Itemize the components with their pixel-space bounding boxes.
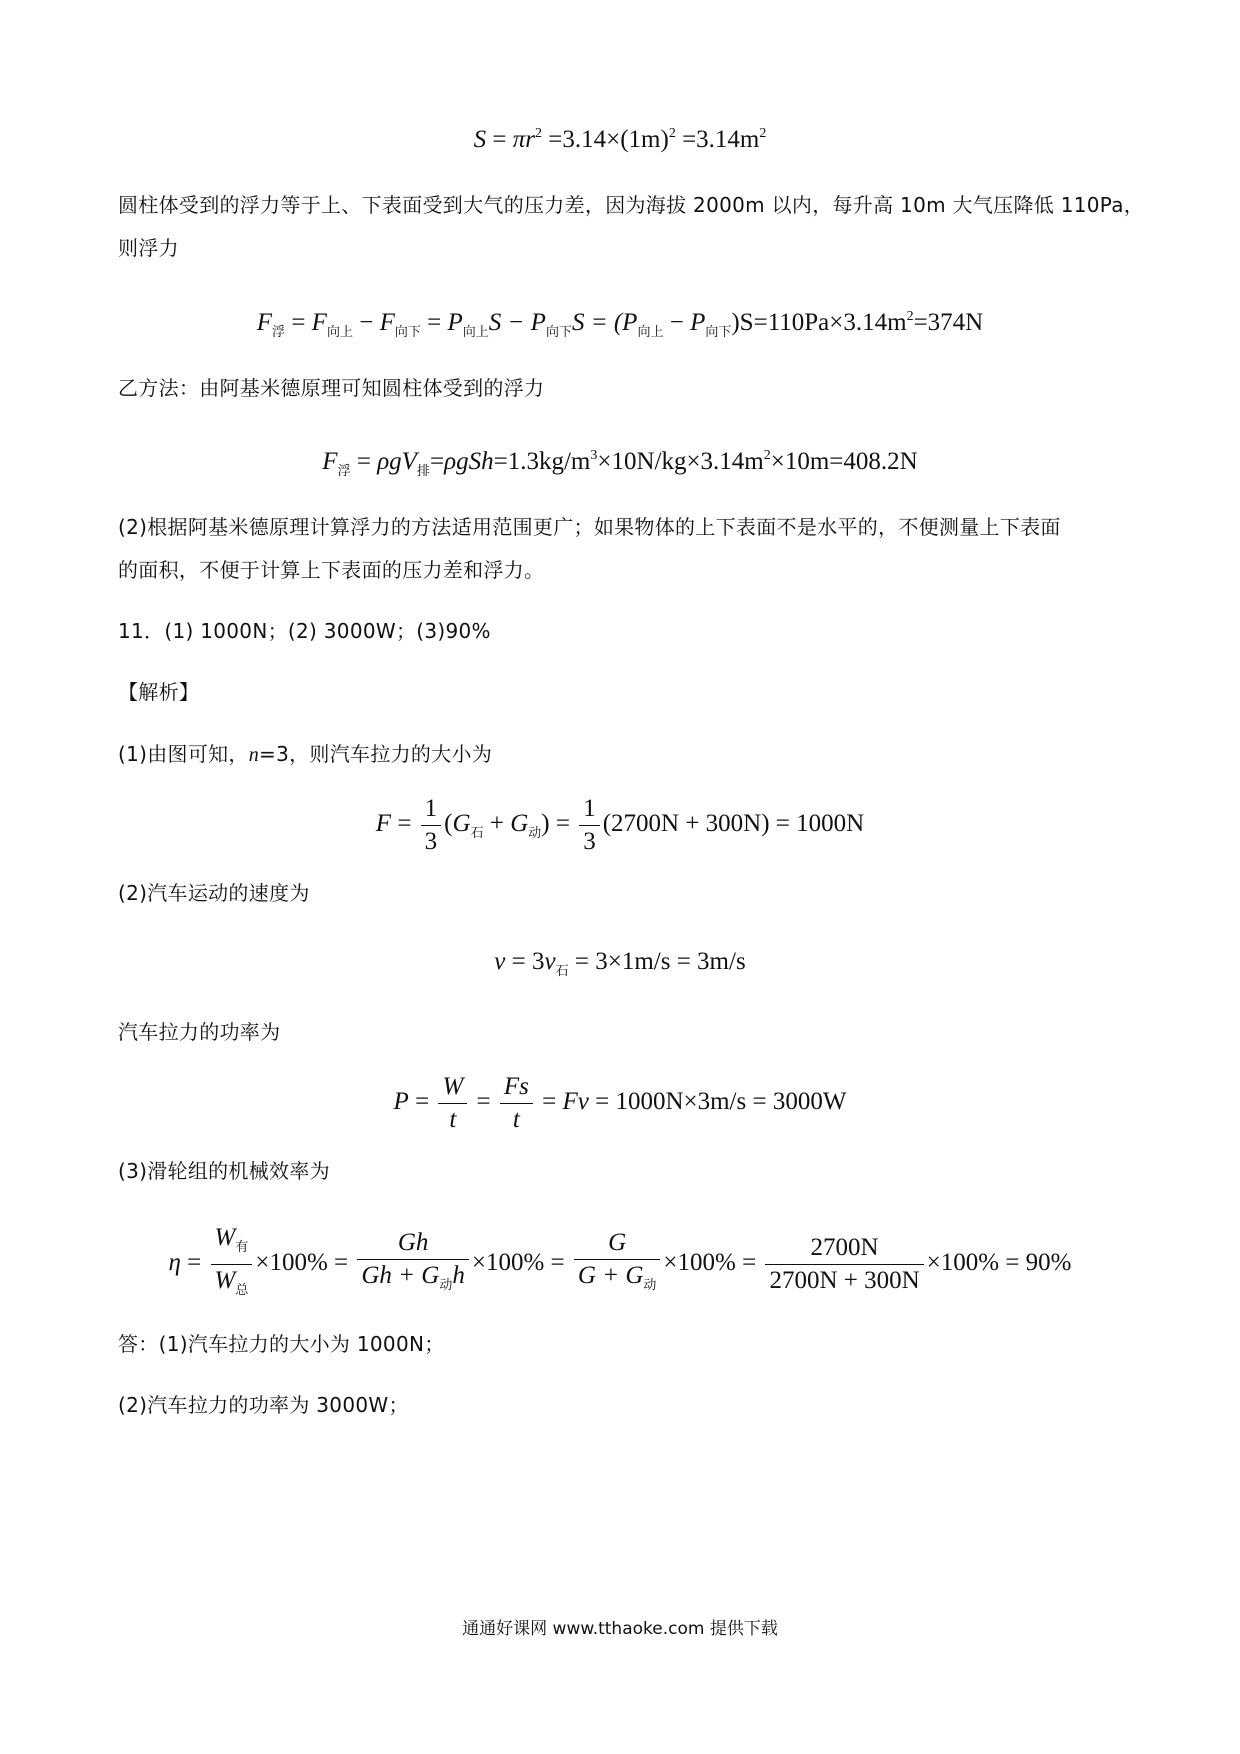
equation-buoyancy-pressure: $F_浮 = F_{向上} - F_{向下} = P_{向上}S - P_{向下}S = (P_{向上} - P_{向下})S=110Pa\times 3.14m^2=374N$ [256, 309, 984, 340]
footer-text: 通通好课网 www.tthaoke.com 提供下载 [462, 1619, 778, 1639]
equation-efficiency: η = $\frac{W_有}{W_总}$ ×100% = $\frac{Gh}{Gh + G_动h}$ ×100% = $\frac{G}{G + G_动}$ ×100% = $\frac{2700N}{2700N + 300N}$ ×100% = 90% [0, 1222, 1240, 1307]
fraction: $\frac{W_有}{W_总}$ [211, 1222, 253, 1307]
fraction: $\frac{G}{G + G_动}$ [574, 1227, 661, 1302]
text-line: 汽车拉力的功率为 [118, 1020, 281, 1044]
equation-velocity: $v = 3v_石 = 3\times 1m/s = 3m/s$ [494, 948, 746, 979]
fraction: $\frac{2700N}{2700N + 300N}$ [765, 1232, 923, 1297]
text-line: 11．(1) 1000N；(2) 3000W；(3)90% [118, 619, 491, 643]
fraction: $\frac{Fs}{t}$ [500, 1071, 533, 1136]
text-line: (2)汽车运动的速度为 [118, 881, 310, 905]
text-line: (2)汽车拉力的功率为 3000W； [118, 1393, 409, 1417]
fraction: $\frac{1}{3}$ [579, 793, 600, 858]
text-line: 【解析】 [118, 680, 200, 704]
equation-circle-area: $S = \pi r^2 =3.14\times(1m)^2 =3.14m^2$ [473, 126, 767, 153]
text-line: (1)由图可知，n=3，则汽车拉力的大小为 [118, 742, 493, 766]
equation-archimedes: $F_浮 = \rho gV_排=\rho gSh=1.3kg/m^3\times 10N/kg\times 3.14m^2\times 10m=408.2N$ [322, 448, 918, 479]
text-line: (3)滑轮组的机械效率为 [118, 1159, 330, 1183]
text-line: 的面积，不便于计算上下表面的压力差和浮力。 [118, 558, 545, 582]
fraction: $\frac{W}{t}$ [438, 1071, 467, 1136]
fraction: $\frac{1}{3}$ [421, 793, 442, 858]
text-line: 圆柱体受到的浮力等于上、下表面受到大气的压力差，因为海拔 2000m 以内，每升高 10m 大气压降低 110Pa， [118, 193, 1145, 217]
fraction: $\frac{Gh}{Gh + G_动h}$ [357, 1227, 469, 1302]
text-line: 答：(1)汽车拉力的大小为 1000N； [118, 1332, 445, 1356]
text-line: 乙方法：由阿基米德原理可知圆柱体受到的浮力 [118, 376, 545, 400]
text-line: (2)根据阿基米德原理计算浮力的方法适用范围更广；如果物体的上下表面不是水平的，不便测量上下表面 [118, 515, 1061, 539]
text-line: 则浮力 [118, 236, 179, 260]
equation-pull-force: F = $\frac{1}{3}$ $(G_石 + G_动)$ = $\frac{1}{3}$ (2700N + 300N) = 1000N [0, 793, 1240, 858]
equation-power: P = $\frac{W}{t}$ = $\frac{Fs}{t}$ = Fv = 1000N×3m/s = 3000W [0, 1071, 1240, 1136]
